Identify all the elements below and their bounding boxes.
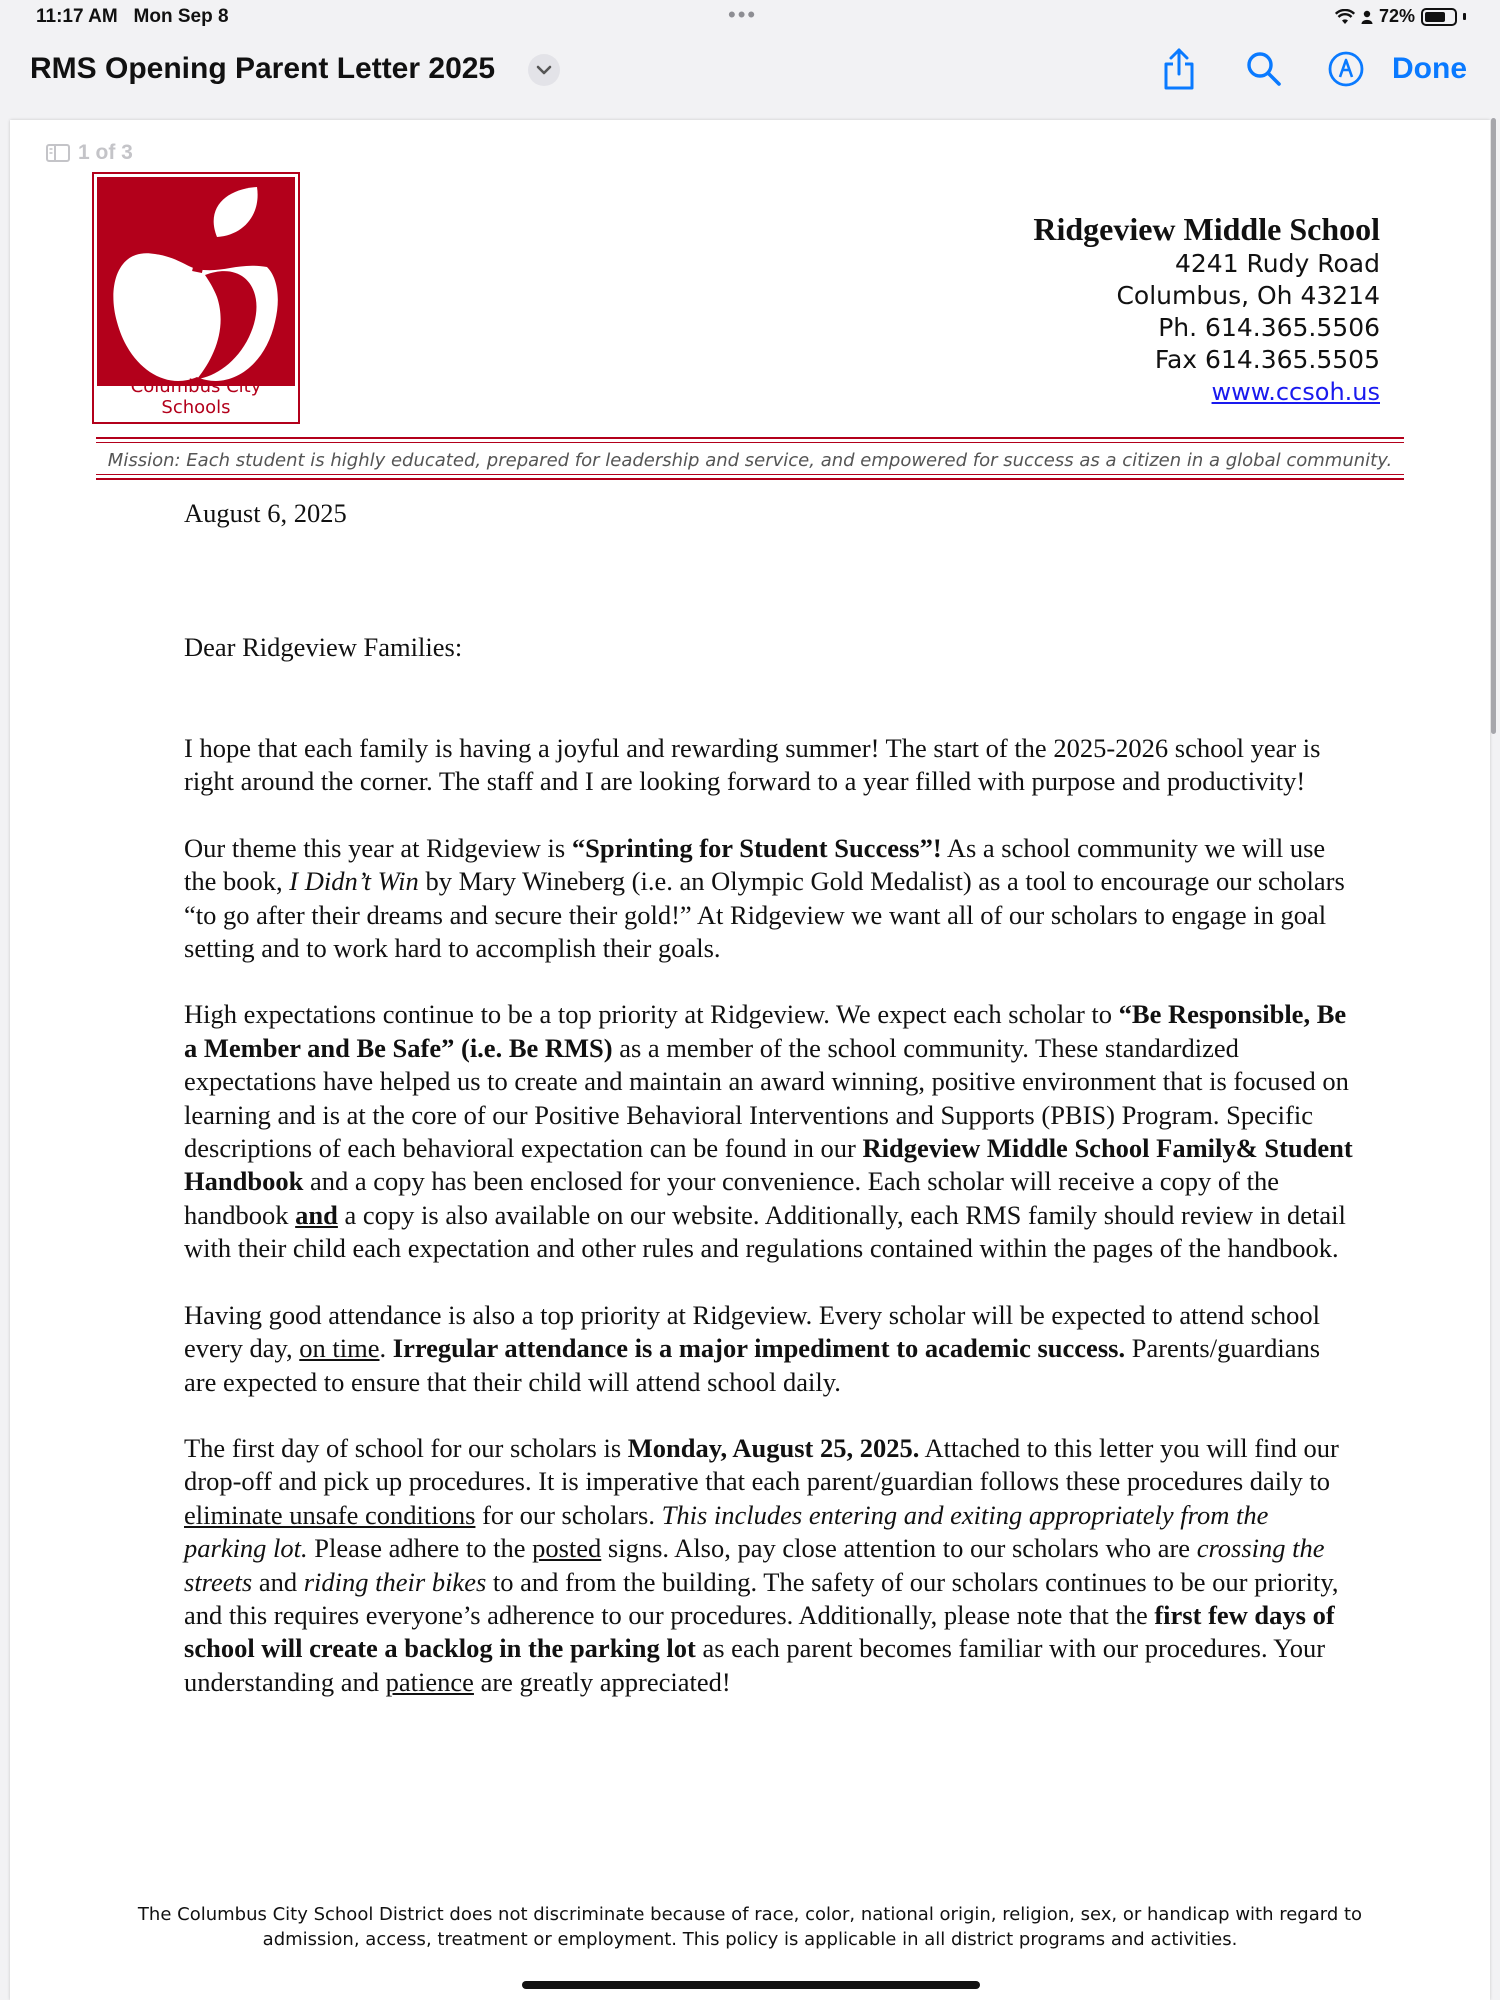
header-rule-top: [96, 437, 1404, 439]
paragraph-attendance: Having good attendance is also a top priority at Ridgeview. Every scholar will be expected to attend school every day, on time. Irregular attendance is a major impediment to academic success. Parents/guardians are expected to ensure that their child will attend school daily.: [184, 1299, 1321, 1397]
status-bar: [0, 0, 1500, 36]
letter-greeting: Dear Ridgeview Families:: [184, 632, 463, 662]
person-icon: [1361, 10, 1373, 24]
header-rule-top-thin: [96, 442, 1404, 443]
paragraph-expectations: High expectations continue to be a top priority at Ridgeview. We expect each scholar to “Be Responsible, Be a Member and Be Safe” (i.e. Be RMS) as a member of the school community. These standardized expectations have helped us to create and maintain an award winning, positive environment that is focused on learning and is at the core of our Positive Behavioral Interventions and Supports (PBIS) Program. Specific descriptions of each behavioral expectation can be found in our Ridgeview Middle School Family& Student Handbook and a copy has been enclosed for your convenience. Each scholar will receive a copy of the handbook and a copy is also available on our website. Additionally, each RMS family should review in detail with their child each expectation and other rules and regulations contained within the pages of the handbook.: [184, 999, 1353, 1264]
status-time: 11:17 AM Mon Sep 8: [36, 6, 229, 27]
wifi-icon: [1335, 9, 1355, 25]
school-address-block: [1033, 210, 1380, 408]
mission-statement: Mission: Each student is highly educated, prepared for leadership and service, and empowered for success as a citizen in a global community.: [107, 450, 1393, 471]
district-logo: [92, 172, 300, 424]
letter-body: [184, 732, 1354, 1732]
home-indicator[interactable]: [522, 1981, 980, 1989]
markup-icon[interactable]: [1324, 46, 1368, 92]
paragraph-first-day: The first day of school for our scholars is Monday, August 25, 2025. Attached to this letter you will find our drop-off and pick up procedures. It is imperative that each parent/guardian follows these procedures daily to eliminate unsafe conditions for our scholars. This includes entering and exiting appropriately from the parking lot. Please adhere to the posted signs. Also, pay close attention to our scholars who are crossing the streets and riding their bikes to and from the building. The safety of our scholars continues to be our priority, and this requires everyone’s adherence to our procedures. Additionally, please note that the first few days of school will create a backlog in the parking lot as each parent becomes familiar with our procedures. Your understanding and patience are greatly appreciated!: [184, 1432, 1339, 1697]
scrollbar[interactable]: [1491, 118, 1496, 734]
header-rule-bottom: [96, 478, 1404, 480]
sidebar-icon[interactable]: [46, 144, 70, 162]
chevron-down-icon[interactable]: [528, 54, 560, 86]
battery-percent: 72%: [1378, 6, 1415, 26]
share-icon[interactable]: [1157, 46, 1201, 92]
status-indicators: [1335, 6, 1466, 27]
paragraph-theme: Our theme this year at Ridgeview is “Sprinting for Student Success”! As a school community we will use the book, I Didn’t Win by Mary Wineberg (i.e. an Olympic Gold Medalist) as a tool to encourage our scholars “to go after their dreams and secure their gold!” At Ridgeview we want all of our scholars to engage in goal setting and to work hard to accomplish their goals.: [184, 832, 1345, 964]
website-link[interactable]: www.ccsoh.us: [1211, 378, 1380, 406]
fax-number: Fax 614.365.5505: [1154, 345, 1380, 374]
logo-text: Columbus City Schools: [130, 376, 262, 418]
non-discrimination-footer: The Columbus City School District does not discriminate because of race, color, national origin, religion, sex, or handicap with regard to admission, access, treatment or employment. This policy is applicable in all district programs and activities.: [137, 1904, 1363, 1950]
phone-number: Ph. 614.365.5506: [1158, 313, 1380, 342]
search-icon[interactable]: [1242, 46, 1286, 92]
street-address: 4241 Rudy Road: [1174, 249, 1380, 278]
apple-logo-icon: [97, 177, 295, 386]
page-count: 1 of 3: [78, 141, 133, 164]
battery-icon: [1421, 8, 1457, 26]
page-indicator: [34, 136, 158, 170]
city-state-zip: Columbus, Oh 43214: [1116, 281, 1380, 310]
letter-date: August 6, 2025: [184, 498, 347, 528]
header-rule-bottom-thin: [96, 474, 1404, 475]
multitasking-dots-icon[interactable]: •••: [728, 2, 758, 27]
navigation-bar: [0, 40, 1500, 110]
paragraph-summer: I hope that each family is having a joyful and rewarding summer! The start of the 2025-2026 school year is right around the corner. The staff and I are looking forward to a year filled with purpose and productivity!: [184, 733, 1321, 797]
school-name: Ridgeview Middle School: [1033, 211, 1380, 247]
document-title[interactable]: RMS Opening Parent Letter 2025: [30, 52, 496, 85]
done-button[interactable]: Done: [1392, 52, 1467, 85]
